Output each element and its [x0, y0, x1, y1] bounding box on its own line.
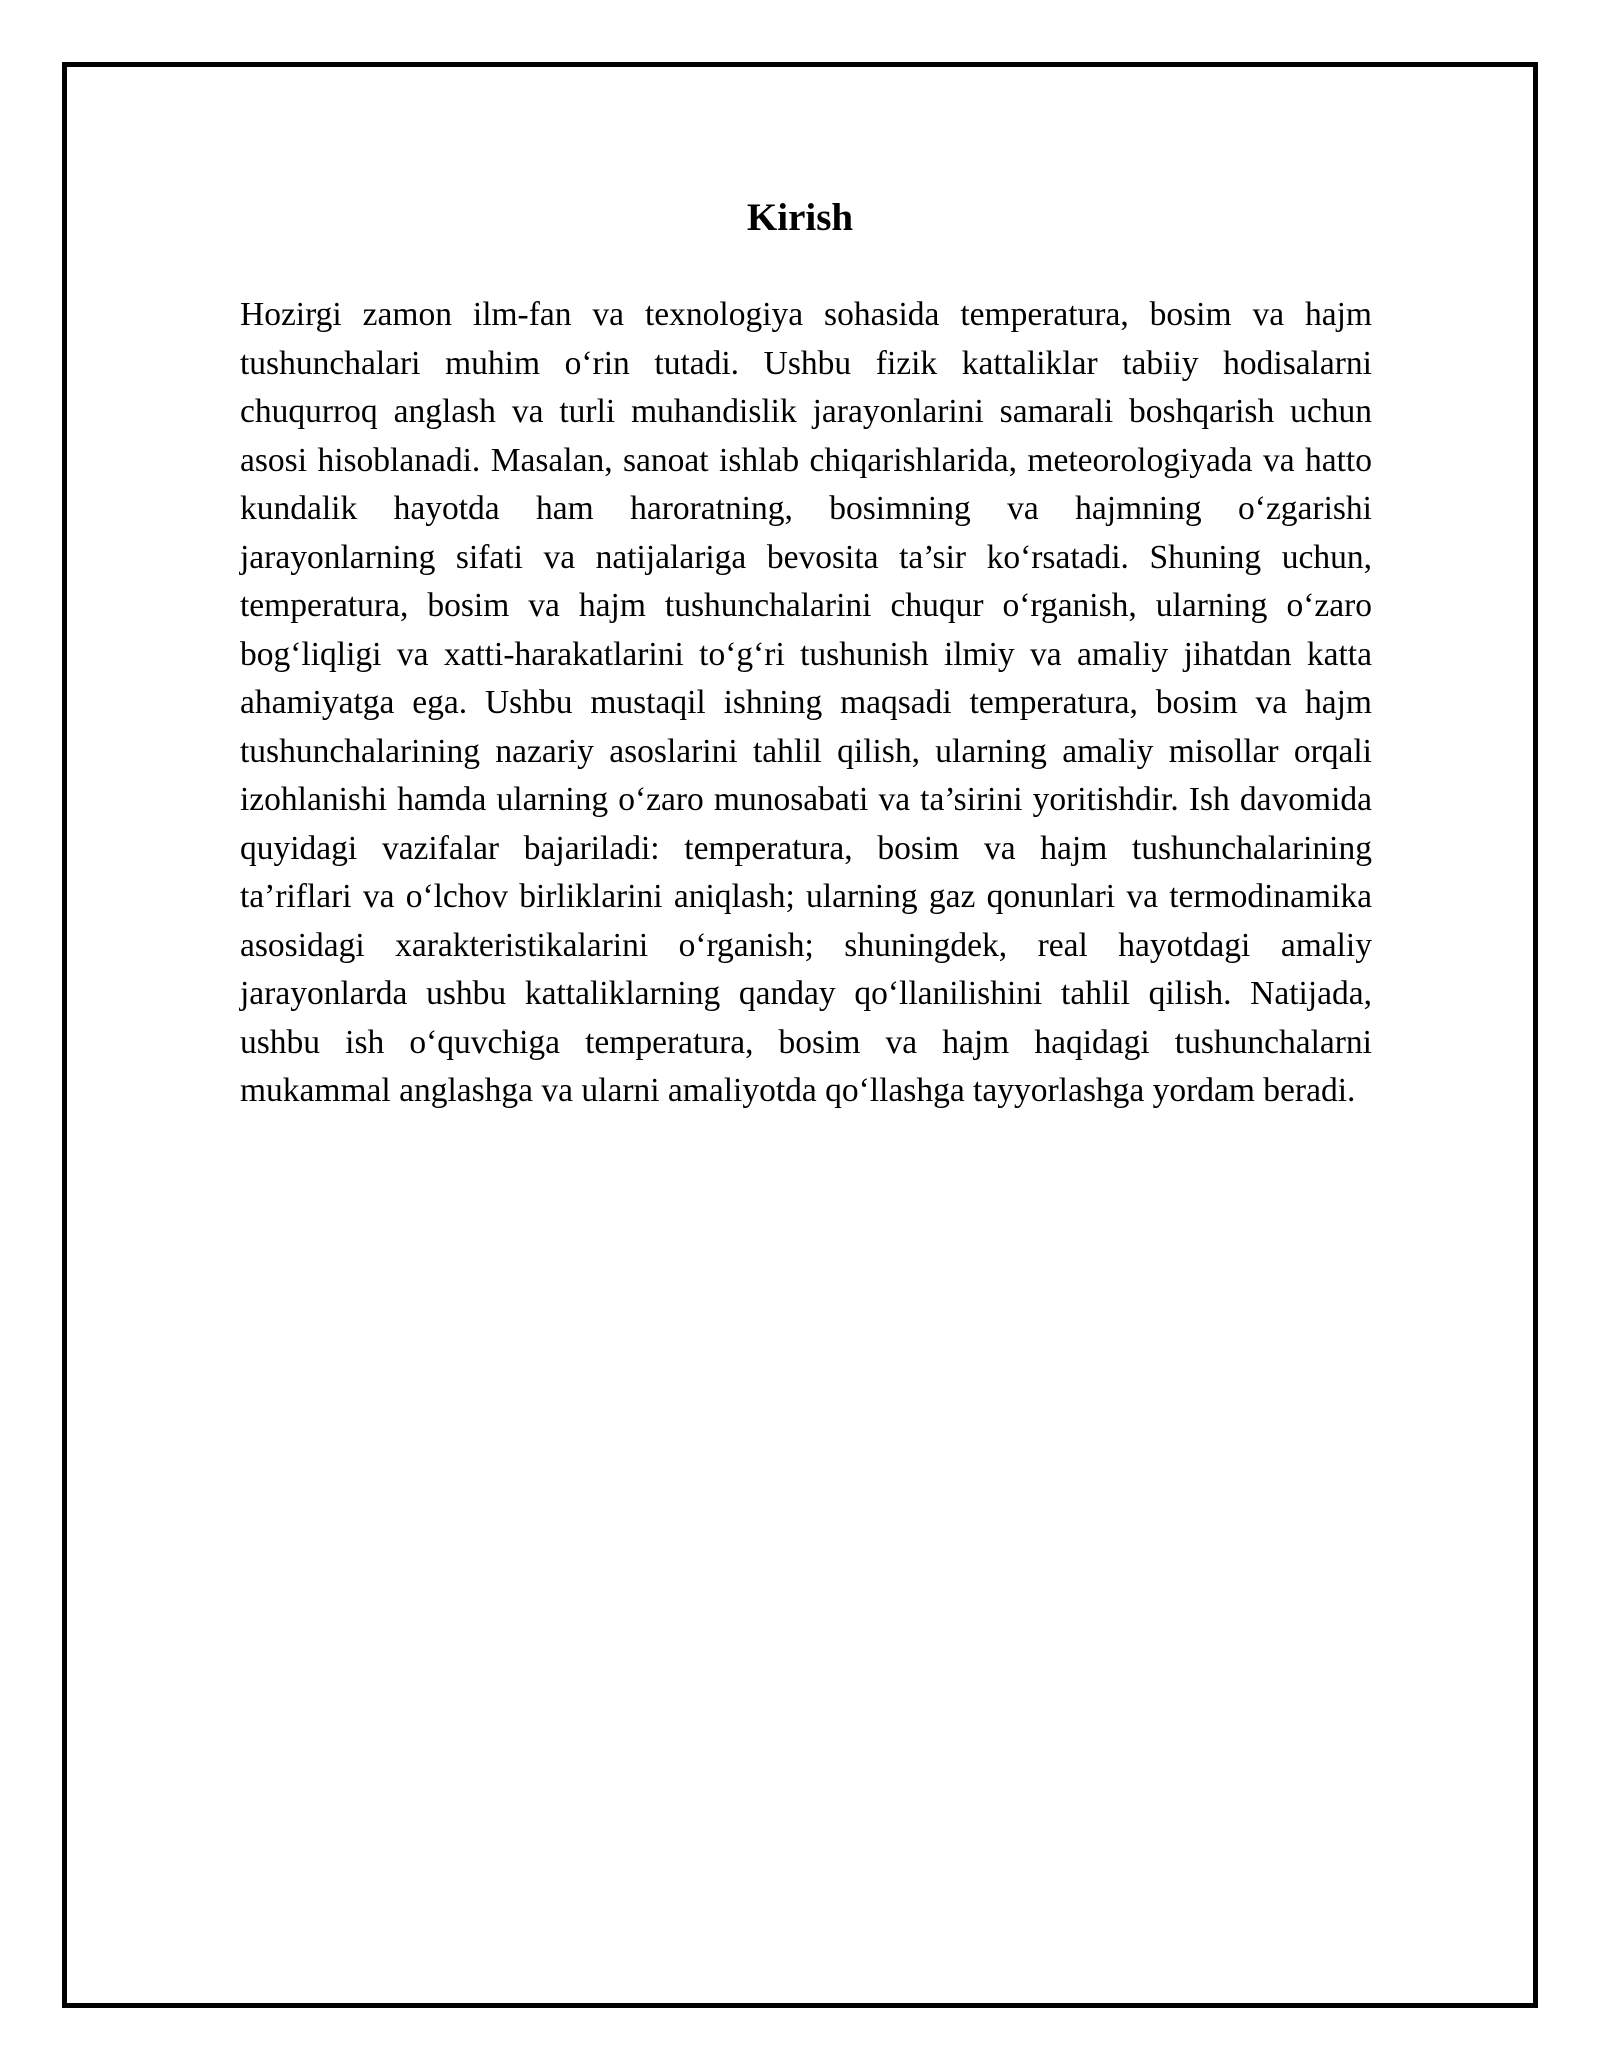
page-border-frame	[62, 62, 1538, 2008]
page-title: Kirish	[746, 196, 854, 239]
body-paragraph: Hozirgi zamon ilm-fan va texnologiya sohasida temperatura, bosim va hajm tushunchalari muhim o‘rin tutadi. Ushbu fizik kattaliklar tabiiy hodisalarni chuqurroq anglash va turli muhandislik jarayonlarini samarali boshqarish uchun asosi hisoblanadi. Masalan, sanoat ishlab chiqarishlarida, meteorologiyada va hatto kundalik hayotda ham haroratning, bosimning va hajmning o‘zgarishi jarayonlarning sifati va natijalariga bevosita ta’sir ko‘rsatadi. Shuning uchun, temperatura, bosim va hajm tushunchalarini chuqur o‘rganish, ularning o‘zaro bog‘liqligi va xatti-harakatlarini to‘g‘ri tushunish ilmiy va amaliy jihatdan katta ahamiyatga ega. Ushbu mustaqil ishning maqsadi temperatura, bosim va hajm tushunchalarining nazariy asoslarini tahlil qilish, ularning amaliy misollar orqali izohlanishi hamda ularning o‘zaro munosabati va ta’sirini yoritishdir. Ish davomida quyidagi vazifalar bajariladi: temperatura, bosim va hajm tushunchalarining ta’riflari va o‘lchov birliklarini aniqlash; ularning gaz qonunlari va termodinamika asosidagi xarakteristikalarini o‘rganish; shuningdek, real hayotdagi amaliy jarayonlarda ushbu kattaliklarning qanday qo‘llanilishini tahlil qilish. Natijada, ushbu ish o‘quvchiga temperatura, bosim va hajm haqidagi tushunchalarni mukammal anglashga va ularni amaliyotda qo‘llashga tayyorlashga yordam beradi.	[240, 296, 1372, 1109]
